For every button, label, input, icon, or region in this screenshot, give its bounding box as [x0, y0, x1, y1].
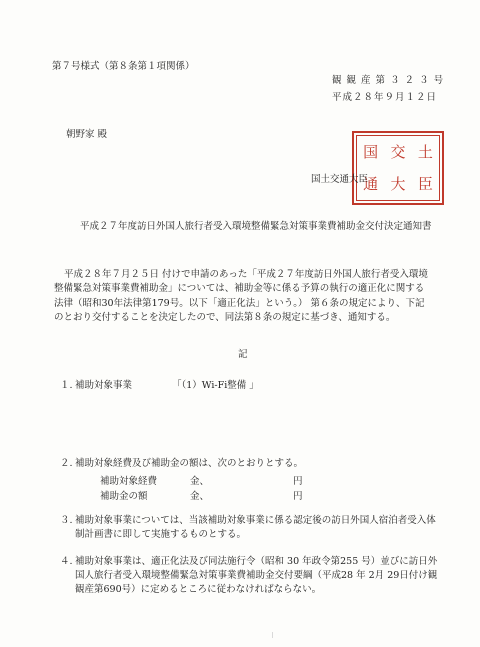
document-number: 観 観 産 第 ３ ２ ３ 号 — [332, 75, 445, 86]
item-2 — [60, 457, 440, 471]
document-date: 平成２８年９月１２日 — [332, 92, 438, 103]
seal-char: 通 — [363, 174, 379, 193]
amount-label: 補助対象経費 — [100, 476, 158, 487]
amount-row-subsidy — [100, 491, 360, 505]
item-number: ４. — [60, 556, 73, 567]
body-text: 平成２８年７月２５日 付けで申請のあった「平成２７年度訪日外国人旅行者受入環境整備緊急対策事業費補助金」については、補助金等に係る予算の執行の適正化に関する法律（昭和30年法律第179号。以下「適正化法」という。） 第６条の規定により、下記のとおり交付することを決定したので、同法第８条の規定に基づき、通知する。 — [54, 269, 428, 323]
body-paragraph — [54, 268, 430, 325]
seal-char: 臣 — [417, 174, 433, 193]
item-text: 補助対象事業については、当該補助対象事業に係る認定後の訪日外国人宿泊者受入体制計画書に即して実施するものとする。 — [75, 515, 436, 540]
item-number: ３. — [60, 515, 73, 526]
item-3 — [60, 514, 440, 542]
form-number: 第７号様式（第８条第１項関係） — [52, 61, 195, 72]
amount-prefix: 金、 — [190, 491, 210, 502]
official-seal — [352, 131, 444, 205]
item-label: 補助対象事業 — [75, 380, 133, 391]
amount-unit: 円 — [293, 491, 303, 502]
amount-label: 補助金の額 — [100, 491, 148, 502]
sender: 国土交通大臣 — [311, 174, 369, 185]
scan-mark — [272, 632, 273, 638]
seal-char: 国 — [363, 142, 379, 161]
item-text: 補助対象事業は、適正化法及び同法施行令（昭和 30 年政令第255 号）並びに訪日外国人旅行者受入環境整備緊急対策事業費補助金交付要綱（平成28 年 2月 29日付け観観産第690号）に定めるところに従わなければならない。 — [75, 556, 438, 595]
document-title: 平成２７年度訪日外国人旅行者受入環境整備緊急対策事業費補助金交付決定通知書 — [80, 221, 432, 232]
amount-prefix: 金、 — [190, 476, 210, 487]
addressee: 朝野家 殿 — [66, 129, 108, 140]
item-number: ２. — [60, 458, 73, 469]
seal-char: 大 — [390, 174, 406, 193]
seal-char: 土 — [417, 142, 433, 161]
seal-char: 交 — [390, 142, 406, 161]
seal-inner — [356, 135, 440, 201]
item-text: 補助対象経費及び補助金の額は、次のとおりとする。 — [75, 458, 304, 469]
amount-unit: 円 — [293, 476, 303, 487]
item-value: 「（1）Wi-Fi整備 」 — [172, 380, 259, 391]
amount-row-expenses — [100, 476, 360, 490]
ki-heading: 記 — [238, 349, 248, 360]
item-number: １. — [60, 380, 73, 391]
item-4 — [60, 555, 440, 596]
